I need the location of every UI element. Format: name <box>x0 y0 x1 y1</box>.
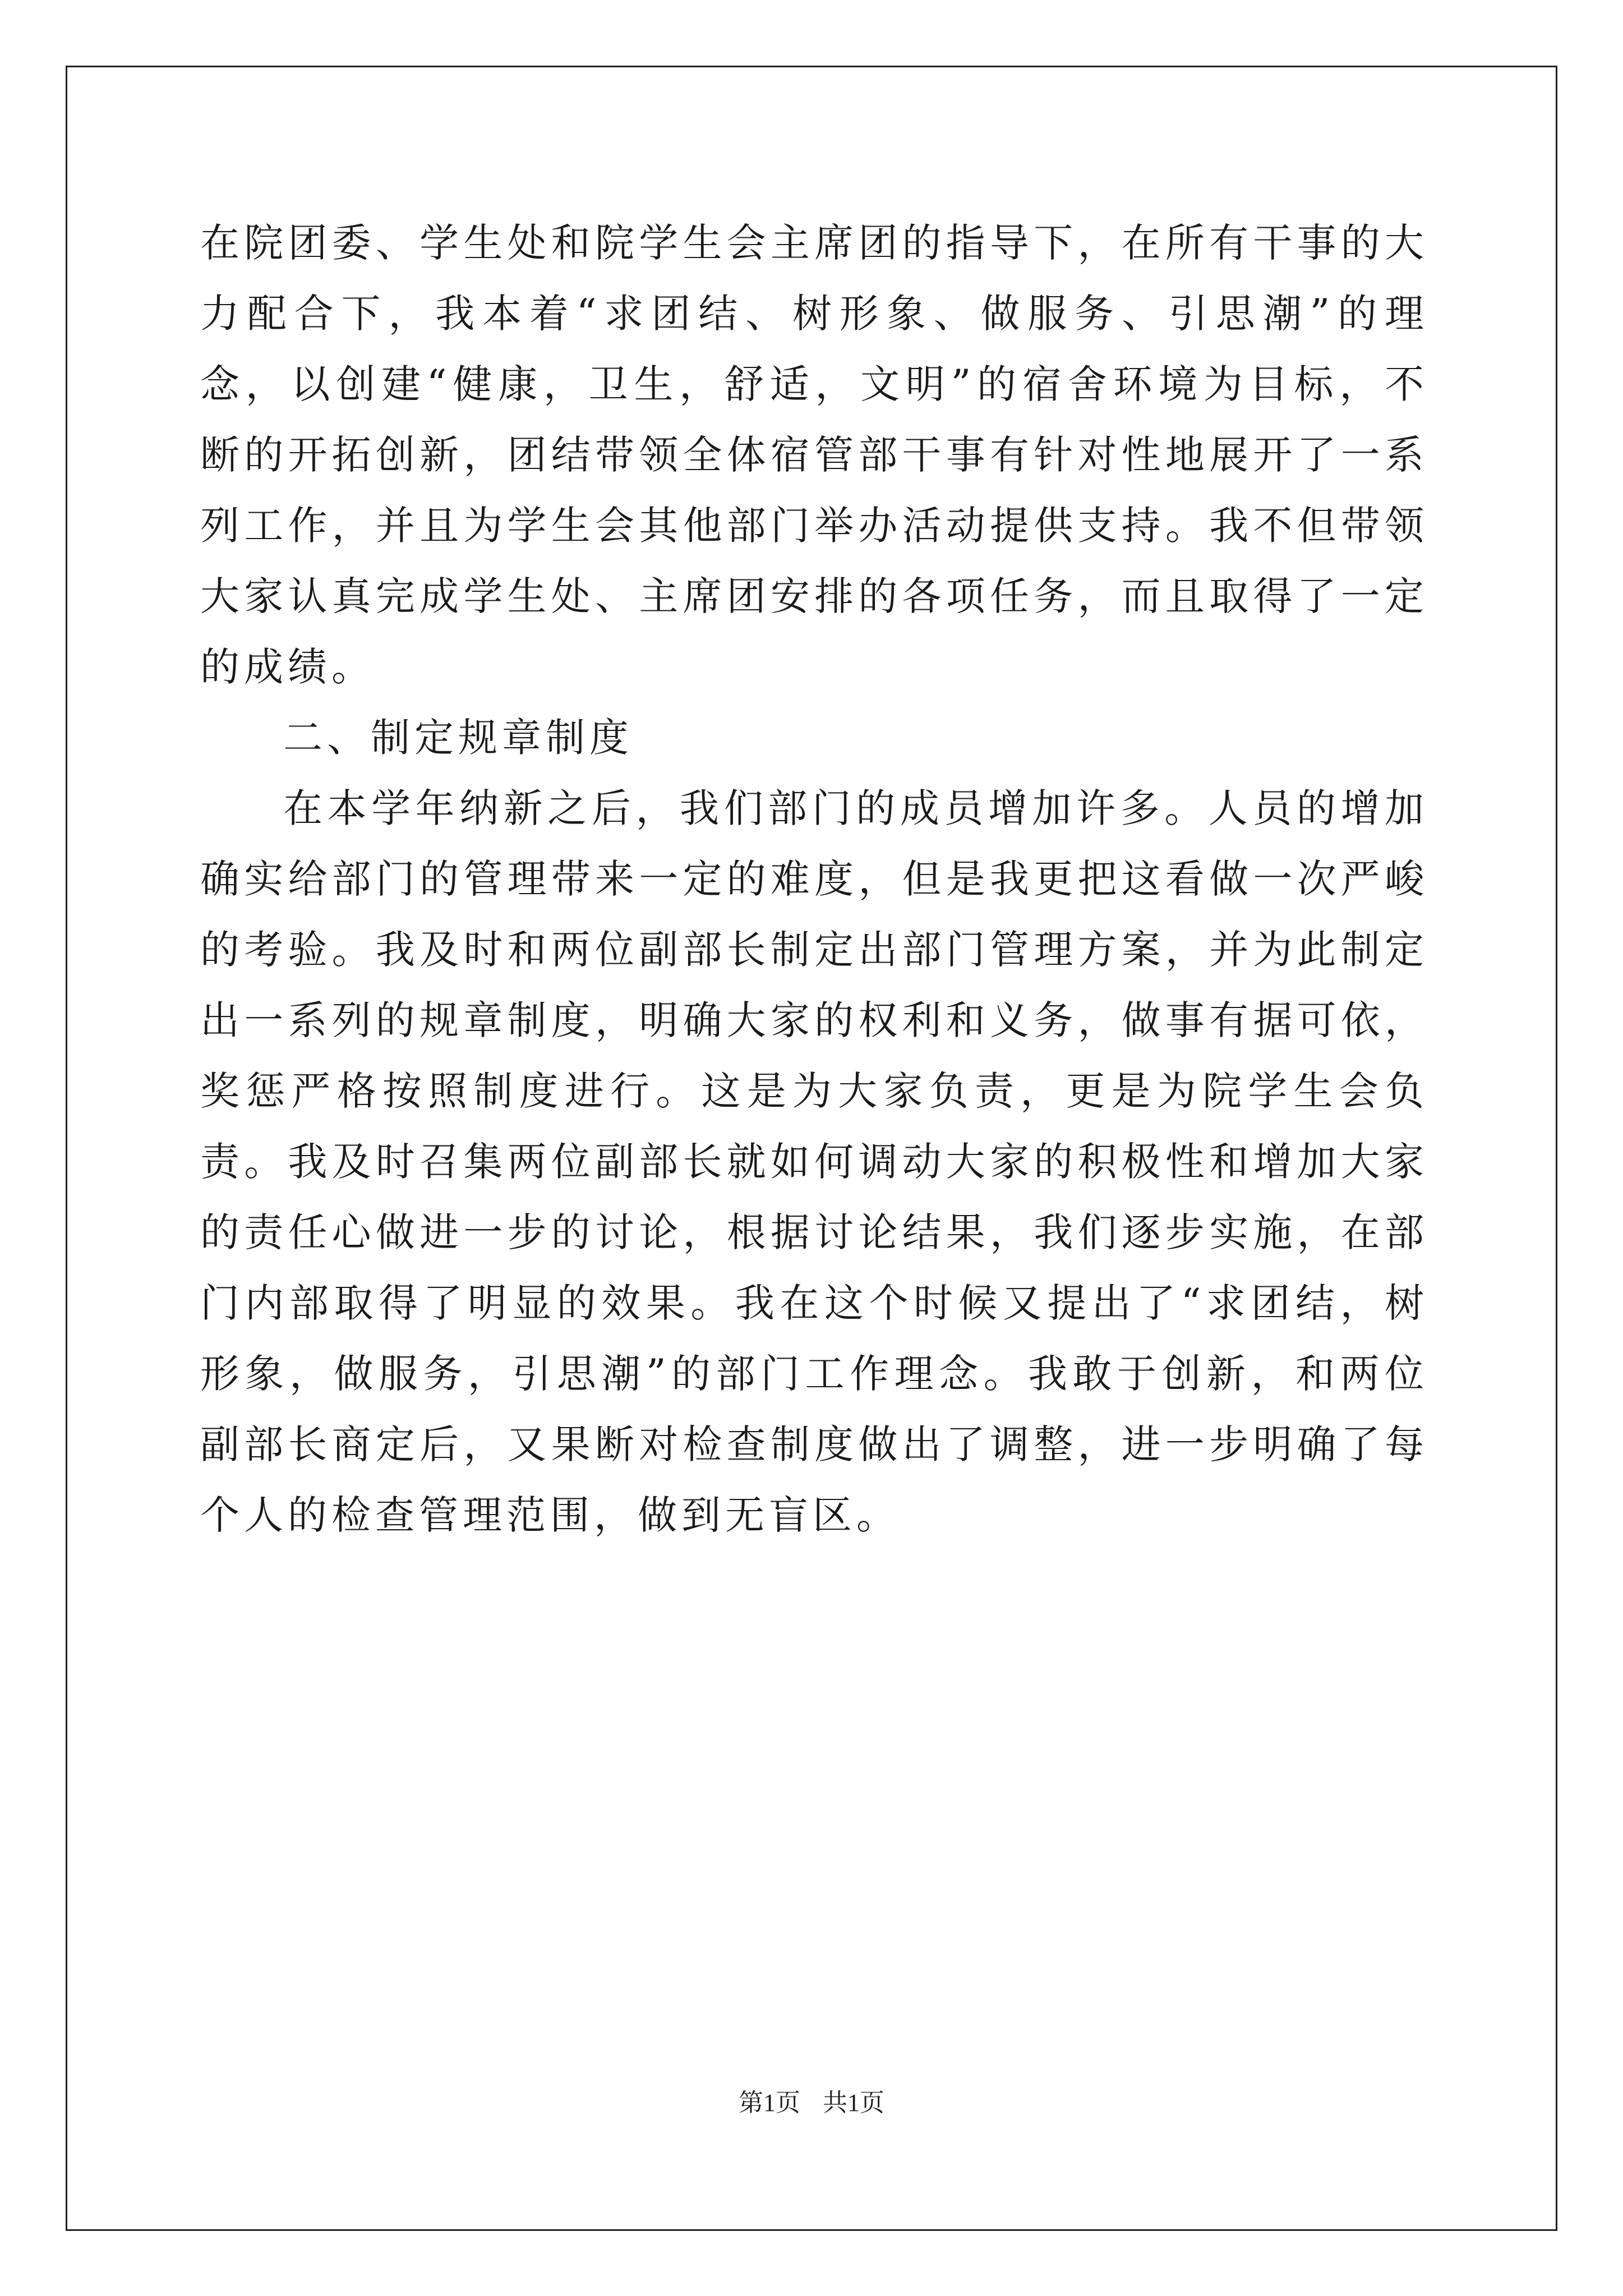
page-total: 共1页 <box>823 2089 884 2116</box>
page-number: 第1页 <box>739 2089 800 2116</box>
document-body <box>200 208 1428 1550</box>
section-heading: 二、制定规章制度 <box>283 715 633 761</box>
page-footer <box>0 2082 1623 2118</box>
section-paragraph: 在本学年纳新之后，我们部门的成员增加许多。人员的增加确实给部门的管理带来一定的难度，但是我更把这看做一次严峻的考验。我及时和两位副部长制定出部门管理方案，并为此制定出一系列的规章制度，明确大家的权利和义务，做事有据可依，奖惩严格按照制度进行。这是为大家负责，更是为院学生会负责。我及时召集两位副部长就如何调动大家的积极性和增加大家的责任心做进一步的讨论，根据讨论结果，我们逐步实施，在部门内部取得了明显的效果。我在这个时候又提出了“求团结，树形象，做服务，引思潮”的部门工作理念。我敢于创新，和两位副部长商定后，又果断对检查制度做出了调整，进一步明确了每个人的检查管理范围，做到无盲区。 <box>200 785 1428 1538</box>
intro-paragraph: 在院团委、学生处和院学生会主席团的指导下，在所有干事的大力配合下，我本着“求团结、树形象、做服务、引思潮”的理念，以创建“健康，卫生，舒适，文明”的宿舍环境为目标，不断的开拓创新，团结带领全体宿管部干事有针对性地展开了一系列工作，并且为学生会其他部门举办活动提供支持。我不但带领大家认真完成学生处、主席团安排的各项任务，而且取得了一定的成绩。 <box>200 220 1428 690</box>
